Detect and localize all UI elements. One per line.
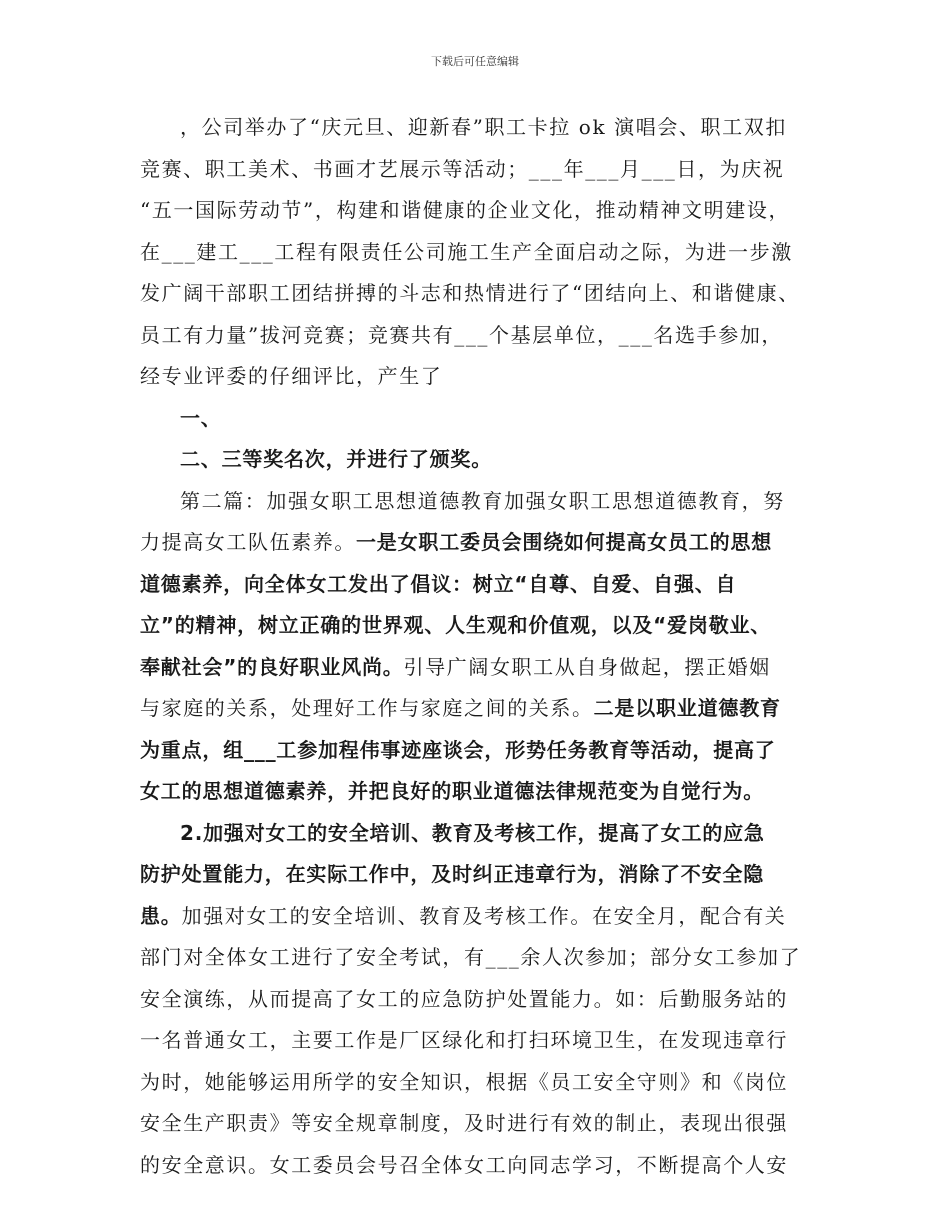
- bold-text-run: 道德素养，向全体女工发出了倡议：树立“自尊、自爱、自强、自: [140, 571, 737, 596]
- text-line: [140, 486, 830, 528]
- bold-text-run: 一是女职工委员会围绕如何提高女员工的思想: [356, 530, 772, 554]
- text-line: [140, 444, 830, 486]
- text-line: [140, 403, 830, 445]
- bold-text-run: 防护处置能力，在实际工作中，及时纠正违章行为，消除了不安全隐: [140, 862, 764, 886]
- bold-text-run: 立”的精神，树立正确的世界观、人生观和价值观，以及“爱岗敬业、: [140, 613, 772, 637]
- bold-text-run: 女工的思想道德素养，并把良好的职业道德法律规范变为自觉行为。: [140, 779, 764, 803]
- text-run: 部门对全体女工进行了安全考试，有___余人次参加；部分女工参加了: [140, 945, 802, 969]
- bold-text-run: 2.加强对女工的安全培训、教育及考核工作，提高了女工的应急: [180, 820, 765, 845]
- text-run: 为时，她能够运用所学的安全知识，根据《员工安全守则》和《岗位: [140, 1069, 788, 1094]
- text-line: [140, 278, 830, 320]
- text-line: [140, 237, 830, 279]
- text-line: [140, 195, 830, 237]
- text-run: 发广阔干部职工团结拼搏的斗志和热情进行了“团结向上、和谐健康、: [140, 281, 800, 305]
- bold-text-run: 二是以职业道德教育: [593, 696, 781, 720]
- text-run: 第二篇：加强女职工思想道德教育加强女职工思想道德教育，努: [180, 488, 785, 513]
- text-run: 员工有力量”拔河竞赛；竞赛共有___个基层单位，___名选手参加，: [140, 322, 784, 347]
- text-line: [140, 942, 830, 984]
- text-line: [140, 652, 830, 694]
- bold-text-run: 患。: [140, 903, 182, 928]
- text-line: [140, 112, 830, 154]
- page-header: 下载后可任意编辑: [431, 55, 519, 68]
- text-run: 经专业评委的仔细评比，产生了: [140, 364, 443, 388]
- text-line: [140, 693, 830, 735]
- text-line: [140, 320, 830, 362]
- text-run: 一名普通女工，主要工作是厂区绿化和打扫环境卫生，在发现违章行: [140, 1028, 788, 1052]
- text-line: [140, 1025, 830, 1067]
- bold-text-run: 一、: [180, 405, 222, 430]
- text-run: 与家庭的关系，处理好工作与家庭之间的关系。: [140, 696, 594, 720]
- text-line: [140, 154, 830, 196]
- text-run: 的安全意识。女工委员会号召全体女工向同志学习，不断提高个人安: [140, 1152, 788, 1177]
- text-line: [140, 818, 830, 860]
- text-run: 竞赛、职工美术、书画才艺展示等活动；___年___月___日，为庆祝: [140, 156, 785, 181]
- text-line: [140, 1108, 830, 1150]
- text-run: 引导广阔女职工从自身做起，摆正婚姻: [403, 654, 771, 679]
- text-run: 在___建工___工程有限责任公司施工生产全面启动之际，为进一步激: [140, 239, 793, 264]
- text-run: “五一国际劳动节”，构建和谐健康的企业文化，推动精神文明建设，: [140, 198, 791, 222]
- bold-text-run: 奉献社会”的良好职业风尚。: [140, 654, 404, 679]
- text-line: [140, 984, 830, 1026]
- document-body: [140, 112, 830, 1191]
- text-run: 安全生产职责》等安全规章制度，及时进行有效的制止，表现出很强: [140, 1111, 788, 1135]
- text-run: 力提高女工队伍素养。: [140, 530, 356, 554]
- text-line: [140, 735, 830, 777]
- text-line: [140, 569, 830, 611]
- bold-text-run: 为重点，组___工参加程伟事迹座谈会，形势任务教育等活动，提高了: [140, 737, 776, 762]
- text-line: [140, 610, 830, 652]
- bold-text-run: 二、三等奖名次，并进行了颁奖。: [180, 447, 492, 471]
- text-run: 加强对女工的安全培训、教育及考核工作。在安全月，配合有关: [181, 903, 787, 928]
- text-run: ，公司举办了“庆元旦、迎新春”职工卡拉 ok 演唱会、职工双扣: [180, 115, 787, 139]
- text-line: [140, 1067, 830, 1109]
- text-line: [140, 859, 830, 901]
- text-line: [140, 527, 830, 569]
- text-run: 安全演练，从而提高了女工的应急防护处置能力。如：后勤服务站的: [140, 986, 788, 1011]
- text-line: [140, 1150, 830, 1192]
- text-line: [140, 901, 830, 943]
- text-line: [140, 361, 830, 403]
- text-line: [140, 776, 830, 818]
